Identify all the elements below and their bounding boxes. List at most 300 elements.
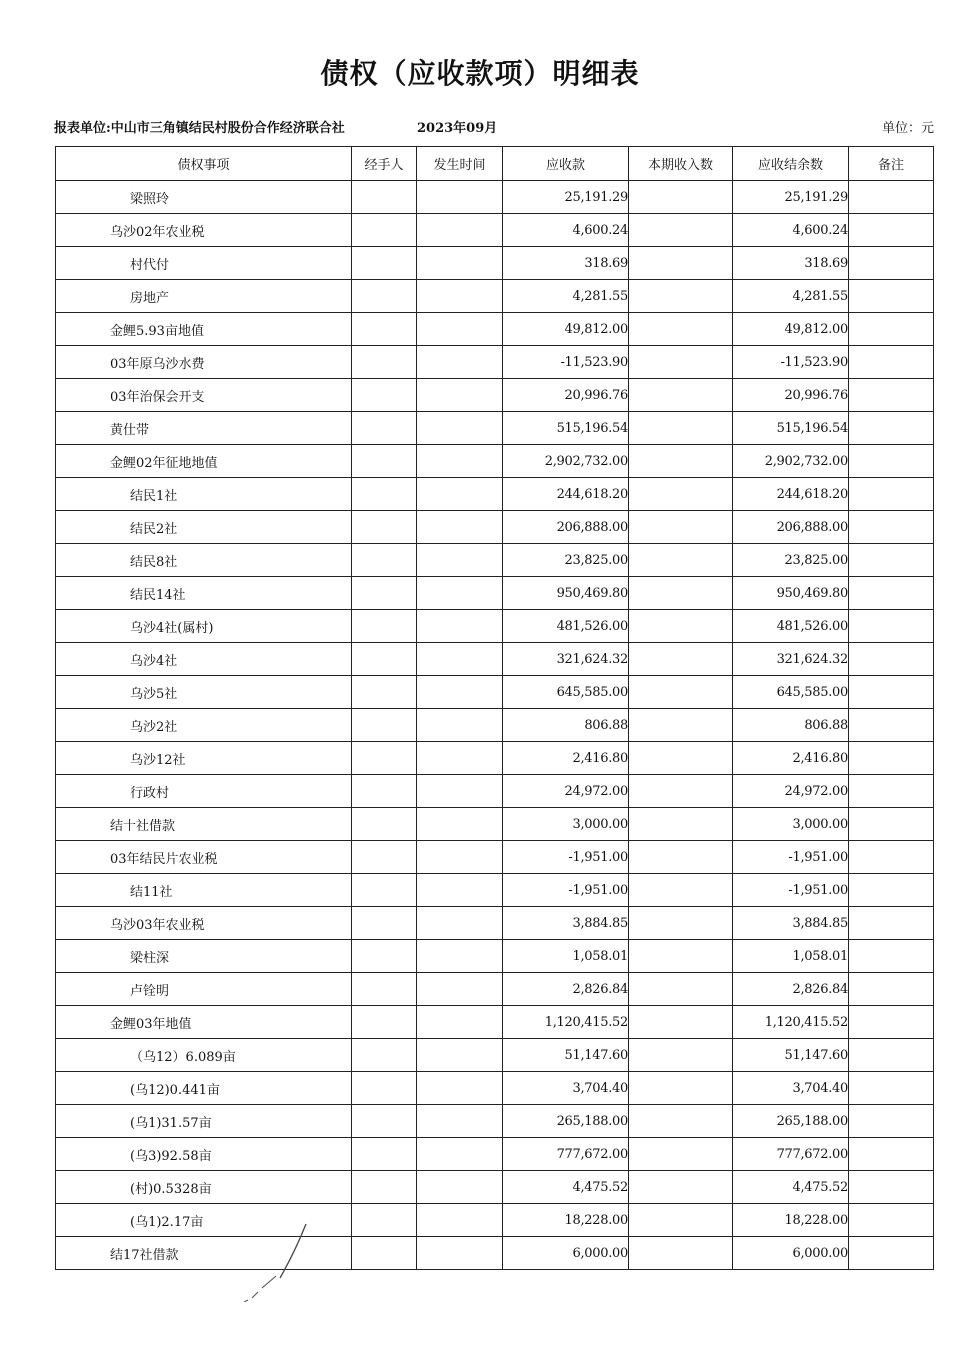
cell-handler xyxy=(352,907,417,940)
cell-item xyxy=(56,181,352,214)
cell-note xyxy=(849,280,934,313)
cell-note xyxy=(849,247,934,280)
cell-received xyxy=(629,676,733,709)
cell-received xyxy=(629,1171,733,1204)
cell-receivable: 4,475.52 xyxy=(503,1171,629,1204)
item-label: 卢铨明 xyxy=(130,983,170,999)
item-label: 金鲤5.93亩地值 xyxy=(110,323,204,339)
cell-date xyxy=(417,346,503,379)
receivables-table xyxy=(55,146,934,1270)
cell-receivable: 950,469.80 xyxy=(503,577,629,610)
cell-handler xyxy=(352,1138,417,1171)
table-row xyxy=(56,412,934,445)
cell-handler xyxy=(352,247,417,280)
cell-note xyxy=(849,478,934,511)
cell-item xyxy=(56,808,352,841)
cell-handler xyxy=(352,940,417,973)
cell-note xyxy=(849,1138,934,1171)
cell-date xyxy=(417,478,503,511)
cell-receivable: 2,902,732.00 xyxy=(503,445,629,478)
cell-balance: 1,120,415.52 xyxy=(733,1006,849,1039)
table-row xyxy=(56,478,934,511)
table-row xyxy=(56,808,934,841)
table-row xyxy=(56,379,934,412)
cell-note xyxy=(849,346,934,379)
cell-date xyxy=(417,379,503,412)
table-row xyxy=(56,280,934,313)
col-header-handler: 经手人 xyxy=(352,147,417,181)
cell-item xyxy=(56,445,352,478)
table-row xyxy=(56,775,934,808)
cell-receivable: 3,000.00 xyxy=(503,808,629,841)
cell-handler xyxy=(352,280,417,313)
cell-note xyxy=(849,313,934,346)
currency-unit: 单位：元 xyxy=(881,121,934,136)
cell-date xyxy=(417,1072,503,1105)
cell-item xyxy=(56,940,352,973)
cell-balance: 20,996.76 xyxy=(733,379,849,412)
cell-balance: 3,704.40 xyxy=(733,1072,849,1105)
cell-balance: 318.69 xyxy=(733,247,849,280)
cell-received xyxy=(629,544,733,577)
item-label: 金鲤02年征地地值 xyxy=(110,455,218,471)
cell-item xyxy=(56,1006,352,1039)
cell-date xyxy=(417,1006,503,1039)
item-label: 梁柱深 xyxy=(130,950,170,966)
cell-handler xyxy=(352,1204,417,1237)
table-row xyxy=(56,445,934,478)
cell-item xyxy=(56,775,352,808)
cell-handler xyxy=(352,511,417,544)
cell-date xyxy=(417,280,503,313)
item-label: (乌12)0.441亩 xyxy=(130,1082,220,1098)
cell-receivable: 49,812.00 xyxy=(503,313,629,346)
cell-balance: 1,058.01 xyxy=(733,940,849,973)
cell-item xyxy=(56,973,352,1006)
item-label: 结民1社 xyxy=(130,488,178,504)
cell-note xyxy=(849,1204,934,1237)
cell-handler xyxy=(352,379,417,412)
table-row xyxy=(56,544,934,577)
item-label: 结民2社 xyxy=(130,521,178,537)
cell-note xyxy=(849,1006,934,1039)
cell-note xyxy=(849,544,934,577)
cell-note xyxy=(849,1171,934,1204)
cell-date xyxy=(417,544,503,577)
cell-date xyxy=(417,940,503,973)
cell-receivable: 206,888.00 xyxy=(503,511,629,544)
cell-note xyxy=(849,940,934,973)
cell-handler xyxy=(352,544,417,577)
cell-handler xyxy=(352,676,417,709)
cell-note xyxy=(849,676,934,709)
cell-date xyxy=(417,1204,503,1237)
cell-note xyxy=(849,907,934,940)
cell-balance: 4,600.24 xyxy=(733,214,849,247)
cell-date xyxy=(417,412,503,445)
cell-item xyxy=(56,1138,352,1171)
table-row xyxy=(56,1072,934,1105)
cell-receivable: 6,000.00 xyxy=(503,1237,629,1270)
cell-balance: -1,951.00 xyxy=(733,841,849,874)
item-label: 行政村 xyxy=(130,785,170,801)
cell-date xyxy=(417,643,503,676)
cell-note xyxy=(849,511,934,544)
cell-handler xyxy=(352,610,417,643)
cell-receivable: 806.88 xyxy=(503,709,629,742)
cell-item xyxy=(56,412,352,445)
cell-item xyxy=(56,1072,352,1105)
item-label: 乌沙5社 xyxy=(130,686,178,702)
table-body xyxy=(56,181,934,1270)
item-label: 结十社借款 xyxy=(110,818,176,834)
cell-note xyxy=(849,181,934,214)
cell-receivable: 24,972.00 xyxy=(503,775,629,808)
cell-receivable: 25,191.29 xyxy=(503,181,629,214)
cell-date xyxy=(417,1237,503,1270)
cell-date xyxy=(417,181,503,214)
item-label: 结民14社 xyxy=(130,587,186,603)
cell-received xyxy=(629,181,733,214)
cell-received xyxy=(629,412,733,445)
cell-received xyxy=(629,1006,733,1039)
cell-received xyxy=(629,841,733,874)
reporting-unit: 报表单位:中山市三角镇结民村股份合作经济联合社 xyxy=(54,121,345,136)
cell-received xyxy=(629,346,733,379)
cell-note xyxy=(849,709,934,742)
table-row xyxy=(56,1204,934,1237)
cell-received xyxy=(629,874,733,907)
cell-date xyxy=(417,874,503,907)
cell-received xyxy=(629,1072,733,1105)
cell-handler xyxy=(352,1105,417,1138)
cell-balance: 481,526.00 xyxy=(733,610,849,643)
cell-balance: 950,469.80 xyxy=(733,577,849,610)
cell-date xyxy=(417,247,503,280)
cell-item xyxy=(56,643,352,676)
cell-item xyxy=(56,1039,352,1072)
table-row xyxy=(56,742,934,775)
cell-balance: 25,191.29 xyxy=(733,181,849,214)
cell-receivable: -1,951.00 xyxy=(503,874,629,907)
item-label: (乌1)2.17亩 xyxy=(130,1214,204,1230)
cell-handler xyxy=(352,346,417,379)
cell-received xyxy=(629,280,733,313)
table-row xyxy=(56,181,934,214)
cell-handler xyxy=(352,445,417,478)
cell-handler xyxy=(352,412,417,445)
item-label: 乌沙4社(属村) xyxy=(130,620,214,636)
cell-item xyxy=(56,247,352,280)
table-row xyxy=(56,940,934,973)
cell-received xyxy=(629,577,733,610)
col-header-balance: 应收结余数 xyxy=(733,147,849,181)
cell-date xyxy=(417,313,503,346)
cell-note xyxy=(849,445,934,478)
cell-balance: 265,188.00 xyxy=(733,1105,849,1138)
cell-item xyxy=(56,1171,352,1204)
cell-balance: 321,624.32 xyxy=(733,643,849,676)
table-row xyxy=(56,709,934,742)
item-label: (乌1)31.57亩 xyxy=(130,1115,212,1131)
cell-balance: -1,951.00 xyxy=(733,874,849,907)
cell-note xyxy=(849,1072,934,1105)
cell-receivable: 3,704.40 xyxy=(503,1072,629,1105)
cell-note xyxy=(849,808,934,841)
cell-note xyxy=(849,412,934,445)
cell-received xyxy=(629,775,733,808)
col-header-date: 发生时间 xyxy=(417,147,503,181)
item-label: 梁照玲 xyxy=(130,191,170,207)
col-header-receivable: 应收款 xyxy=(503,147,629,181)
item-label: (乌3)92.58亩 xyxy=(130,1148,212,1164)
item-label: 03年治保会开支 xyxy=(110,389,205,405)
report-period: 2023年09月 xyxy=(417,121,498,136)
cell-receivable: 4,600.24 xyxy=(503,214,629,247)
cell-handler xyxy=(352,313,417,346)
cell-receivable: -11,523.90 xyxy=(503,346,629,379)
cell-receivable: 318.69 xyxy=(503,247,629,280)
cell-receivable: -1,951.00 xyxy=(503,841,629,874)
cell-receivable: 645,585.00 xyxy=(503,676,629,709)
cell-handler xyxy=(352,841,417,874)
cell-note xyxy=(849,1105,934,1138)
cell-balance: 244,618.20 xyxy=(733,478,849,511)
item-label: 乌沙02年农业税 xyxy=(110,224,205,240)
cell-date xyxy=(417,775,503,808)
table-row xyxy=(56,1006,934,1039)
cell-handler xyxy=(352,874,417,907)
cell-item xyxy=(56,676,352,709)
cell-balance: 206,888.00 xyxy=(733,511,849,544)
item-label: 03年结民片农业税 xyxy=(110,851,218,867)
cell-date xyxy=(417,1171,503,1204)
cell-handler xyxy=(352,1072,417,1105)
cell-receivable: 18,228.00 xyxy=(503,1204,629,1237)
cell-handler xyxy=(352,742,417,775)
item-label: 房地产 xyxy=(130,290,170,306)
item-label: 结民8社 xyxy=(130,554,178,570)
cell-item xyxy=(56,511,352,544)
table-row xyxy=(56,1171,934,1204)
cell-handler xyxy=(352,973,417,1006)
cell-date xyxy=(417,973,503,1006)
cell-balance: 2,416.80 xyxy=(733,742,849,775)
cell-received xyxy=(629,247,733,280)
item-label: 结11社 xyxy=(130,884,173,900)
cell-balance: 2,902,732.00 xyxy=(733,445,849,478)
cell-balance: 4,475.52 xyxy=(733,1171,849,1204)
page-title: 债权（应收款项）明细表 xyxy=(320,57,640,90)
item-label: 金鲤03年地值 xyxy=(110,1016,192,1032)
cell-handler xyxy=(352,1039,417,1072)
cell-handler xyxy=(352,775,417,808)
cell-receivable: 321,624.32 xyxy=(503,643,629,676)
cell-received xyxy=(629,379,733,412)
cell-item xyxy=(56,544,352,577)
table-row xyxy=(56,214,934,247)
cell-date xyxy=(417,742,503,775)
table-row xyxy=(56,1039,934,1072)
cell-note xyxy=(849,841,934,874)
cell-item xyxy=(56,742,352,775)
cell-date xyxy=(417,214,503,247)
cell-note xyxy=(849,577,934,610)
cell-receivable: 51,147.60 xyxy=(503,1039,629,1072)
cell-handler xyxy=(352,709,417,742)
cell-received xyxy=(629,1105,733,1138)
cell-date xyxy=(417,1039,503,1072)
cell-receivable: 777,672.00 xyxy=(503,1138,629,1171)
cell-received xyxy=(629,643,733,676)
cell-item xyxy=(56,313,352,346)
cell-received xyxy=(629,1138,733,1171)
cell-date xyxy=(417,511,503,544)
table-row xyxy=(56,1138,934,1171)
pen-stroke-mark xyxy=(236,1222,316,1302)
cell-received xyxy=(629,808,733,841)
cell-balance: -11,523.90 xyxy=(733,346,849,379)
cell-handler xyxy=(352,643,417,676)
table-row xyxy=(56,841,934,874)
table-row xyxy=(56,973,934,1006)
item-label: 结17社借款 xyxy=(110,1247,179,1263)
item-label: 乌沙2社 xyxy=(130,719,178,735)
cell-received xyxy=(629,1204,733,1237)
cell-received xyxy=(629,214,733,247)
item-label: 乌沙03年农业税 xyxy=(110,917,205,933)
cell-balance: 777,672.00 xyxy=(733,1138,849,1171)
cell-balance: 3,884.85 xyxy=(733,907,849,940)
cell-balance: 23,825.00 xyxy=(733,544,849,577)
table-row xyxy=(56,1237,934,1270)
cell-date xyxy=(417,676,503,709)
cell-receivable: 4,281.55 xyxy=(503,280,629,313)
cell-receivable: 481,526.00 xyxy=(503,610,629,643)
cell-date xyxy=(417,709,503,742)
cell-received xyxy=(629,742,733,775)
cell-balance: 806.88 xyxy=(733,709,849,742)
report-meta xyxy=(54,117,934,139)
cell-handler xyxy=(352,1006,417,1039)
cell-balance: 18,228.00 xyxy=(733,1204,849,1237)
item-label: 乌沙4社 xyxy=(130,653,178,669)
cell-date xyxy=(417,610,503,643)
cell-received xyxy=(629,709,733,742)
cell-handler xyxy=(352,214,417,247)
cell-note xyxy=(849,874,934,907)
cell-note xyxy=(849,742,934,775)
cell-item xyxy=(56,610,352,643)
col-header-note: 备注 xyxy=(849,147,934,181)
item-label: 黄仕带 xyxy=(110,422,150,438)
cell-item xyxy=(56,709,352,742)
cell-received xyxy=(629,1039,733,1072)
cell-receivable: 3,884.85 xyxy=(503,907,629,940)
item-label: 村代付 xyxy=(130,257,170,273)
col-header-received: 本期收入数 xyxy=(629,147,733,181)
cell-item xyxy=(56,907,352,940)
table-row xyxy=(56,874,934,907)
cell-handler xyxy=(352,1237,417,1270)
table-row xyxy=(56,511,934,544)
cell-note xyxy=(849,1237,934,1270)
cell-note xyxy=(849,214,934,247)
cell-received xyxy=(629,511,733,544)
cell-date xyxy=(417,577,503,610)
cell-handler xyxy=(352,577,417,610)
cell-item xyxy=(56,478,352,511)
cell-receivable: 244,618.20 xyxy=(503,478,629,511)
col-header-item: 债权事项 xyxy=(56,147,352,181)
cell-note xyxy=(849,643,934,676)
cell-balance: 24,972.00 xyxy=(733,775,849,808)
cell-item xyxy=(56,379,352,412)
cell-balance: 51,147.60 xyxy=(733,1039,849,1072)
cell-balance: 49,812.00 xyxy=(733,313,849,346)
cell-note xyxy=(849,973,934,1006)
cell-item xyxy=(56,280,352,313)
table-row xyxy=(56,1105,934,1138)
cell-received xyxy=(629,313,733,346)
item-label: 乌沙12社 xyxy=(130,752,186,768)
cell-receivable: 2,826.84 xyxy=(503,973,629,1006)
cell-balance: 645,585.00 xyxy=(733,676,849,709)
cell-balance: 2,826.84 xyxy=(733,973,849,1006)
cell-handler xyxy=(352,478,417,511)
cell-received xyxy=(629,907,733,940)
table-header-row xyxy=(56,147,934,181)
table-row xyxy=(56,577,934,610)
cell-item xyxy=(56,1105,352,1138)
table-row xyxy=(56,313,934,346)
cell-note xyxy=(849,1039,934,1072)
cell-item xyxy=(56,577,352,610)
cell-date xyxy=(417,445,503,478)
item-label: (村)0.5328亩 xyxy=(130,1181,212,1197)
cell-receivable: 20,996.76 xyxy=(503,379,629,412)
cell-balance: 6,000.00 xyxy=(733,1237,849,1270)
cell-handler xyxy=(352,1171,417,1204)
cell-item xyxy=(56,874,352,907)
cell-balance: 3,000.00 xyxy=(733,808,849,841)
cell-receivable: 23,825.00 xyxy=(503,544,629,577)
table-row xyxy=(56,346,934,379)
table-row xyxy=(56,907,934,940)
cell-item xyxy=(56,214,352,247)
cell-item xyxy=(56,841,352,874)
cell-date xyxy=(417,907,503,940)
cell-received xyxy=(629,1237,733,1270)
cell-receivable: 2,416.80 xyxy=(503,742,629,775)
cell-received xyxy=(629,940,733,973)
cell-received xyxy=(629,973,733,1006)
cell-handler xyxy=(352,181,417,214)
cell-balance: 515,196.54 xyxy=(733,412,849,445)
cell-note xyxy=(849,610,934,643)
cell-handler xyxy=(352,808,417,841)
cell-receivable: 265,188.00 xyxy=(503,1105,629,1138)
item-label: 03年原乌沙水费 xyxy=(110,356,205,372)
cell-receivable: 1,058.01 xyxy=(503,940,629,973)
cell-balance: 4,281.55 xyxy=(733,280,849,313)
cell-note xyxy=(849,775,934,808)
cell-date xyxy=(417,808,503,841)
cell-received xyxy=(629,445,733,478)
table-row xyxy=(56,247,934,280)
item-label: （乌12）6.089亩 xyxy=(130,1049,236,1065)
cell-note xyxy=(849,379,934,412)
